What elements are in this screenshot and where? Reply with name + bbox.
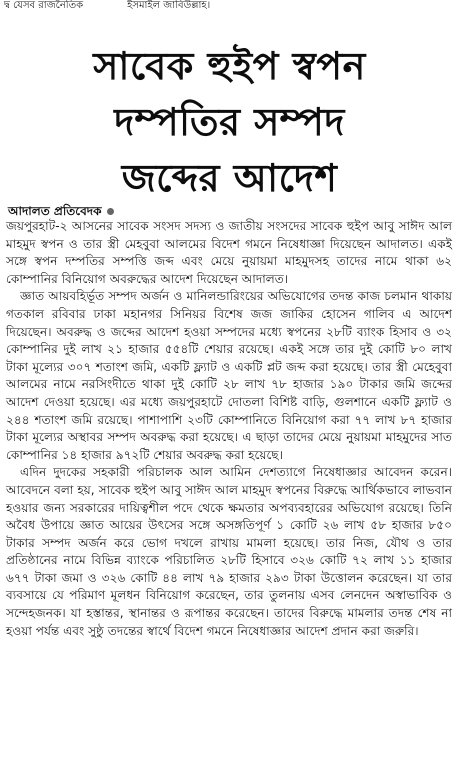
paragraph-2: জ্ঞাত আয়বহির্ভূত সম্পদ অর্জন ও মানিলন্ডারিংয়ের অভিযোগের তদন্ত কাজ চলমান থাকায় গতকাল রবিবার ঢাকা মহানগর সিনিয়র বিশেষ জজ জাকির হোসেন গালিব এ আদেশ দিয়েছেন। অবরুদ্ধ ও জব্দের আদেশ হওয়া সম্পদের মধ্যে স্বপনের ২৮টি ব্যাংক হিসাব ও ৩২ কোম্পানির দুই লাখ ২১ হাজার ৫৫৪টি শেয়ার রয়েছে। একই সঙ্গে তার দুই কোটি ৮০ লাখ টাকা মূল্যের ৩০৭ শতাংশ জমি, একটি ফ্ল্যাট ও একটি প্লট জব্দ করা হয়েছে। তার স্ত্রী মেহেবুবা আলমের নামে নরসিংদীতে থাকা দুই কোটি ২৮ লাখ ৭৮ হাজার ১৯০ টাকার জমি জব্দের আদেশ দেওয়া হয়েছে। এর মধ্যে জয়পুরহাটে দোতলা বিশিষ্ট বাড়ি, গুলশানে একটি ফ্ল্যাট ও ২৪৪ শতাংশ জমি রয়েছে। পাশাপাশি ২৩টি কোম্পানিতে বিনিয়োগ করা ৭৭ লাখ ৮৭ হাজার টাকা মূল্যের অস্থাবর সম্পদ অবরুদ্ধ করা হয়েছে। এ ছাড়া তাদের মেয়ে নুয়ায়মা মাহমুদের সাত কোম্পানির ১৪ হাজার ৯৭২টি শেয়ার অবরুদ্ধ করা হয়েছে। <box>6 289 452 462</box>
previous-article-strip <box>0 0 459 14</box>
article-body <box>6 218 452 640</box>
headline-line-3: জব্দের আদেশ <box>121 156 338 200</box>
headline-line-1: সাবেক হুইপ স্বপন <box>93 44 366 88</box>
byline <box>8 204 114 219</box>
paragraph-1: জয়পুরহাট-২ আসনের সাবেক সংসদ সদস্য ও জাতীয় সংসদের সাবেক হুইপ আবু সাঈদ আল মাহমুদ স্বপন ও তার স্ত্রী মেহবুবা আলমের বিদেশ গমনে নিষেধাজ্ঞা দিয়েছেন আদালত। একই সঙ্গে স্বপন দম্পতির সম্পত্তি জব্দ এবং মেয়ে নুয়ায়মা মাহমুদসহ তাদের নামে থাকা ৬২ কোম্পানির বিনিয়োগ অবরুদ্ধের আদেশ দিয়েছেন আদালত। <box>6 219 452 286</box>
previous-article-text: দ্ব যেসব রাজনৈতিক <box>4 0 84 11</box>
previous-article-author: ইসমাইল জাবিউল্লাহ। <box>127 0 211 11</box>
byline-text: আদালত প্রতিবেদক <box>8 204 102 218</box>
paragraph-3: এদিন দুদকের সহকারী পরিচালক আল আমিন দেশত্যাগে নিষেধাজ্ঞার আবেদন করেন। আবেদনে বলা হয়, সাবেক হুইপ আবু সাঈদ আল মাহমুদ স্বপনের বিরুদ্ধে আর্থিকভাবে লাভবান হওয়ার জন্য সরকারের দায়িত্বশীল পদে থেকে ক্ষমতার অপব্যবহারের অভিযোগ রয়েছে। তিনি অবৈধ উপায়ে জ্ঞাত আয়ের উৎসের সঙ্গে অসঙ্গতিপূর্ণ ১ কোটি ২৬ লাখ ৫৮ হাজার ৮৫০ টাকার সম্পদ অর্জন করে ভোগ দখলে রাখায় মামলা হয়েছে। তার নিজ, যৌথ ও তার প্রতিষ্ঠানের নামে বিভিন্ন ব্যাংকে পরিচালিত ২৮টি হিসাবে ৩২৬ কোটি ৭২ লাখ ১১ হাজার ৬৭৭ টাকা জমা ও ৩২৬ কোটি ৪৪ লাখ ৭৯ হাজার ২৯৩ টাকা উত্তোলন করেছেন। যা তার ব্যবসায়ে যে পরিমাণ মূলধন বিনিয়োগ করেছেন, তার তুলনায় এসব লেনদেন অস্বাভাবিক ও সন্দেহজনক। যা হস্তান্তর, স্থানান্তর ও রূপান্তর করেছেন। তাদের বিরুদ্ধে মামলার তদন্ত শেষ না হওয়া পর্যন্ত এবং সুষ্ঠু তদন্তের স্বার্থে বিদেশ গমনে নিষেধাজ্ঞার আদেশ প্রদান করা জরুরি। <box>6 465 452 638</box>
bullet-icon <box>107 208 114 215</box>
headline-line-2: দম্পতির সম্পদ <box>114 100 345 144</box>
headline <box>0 38 459 206</box>
